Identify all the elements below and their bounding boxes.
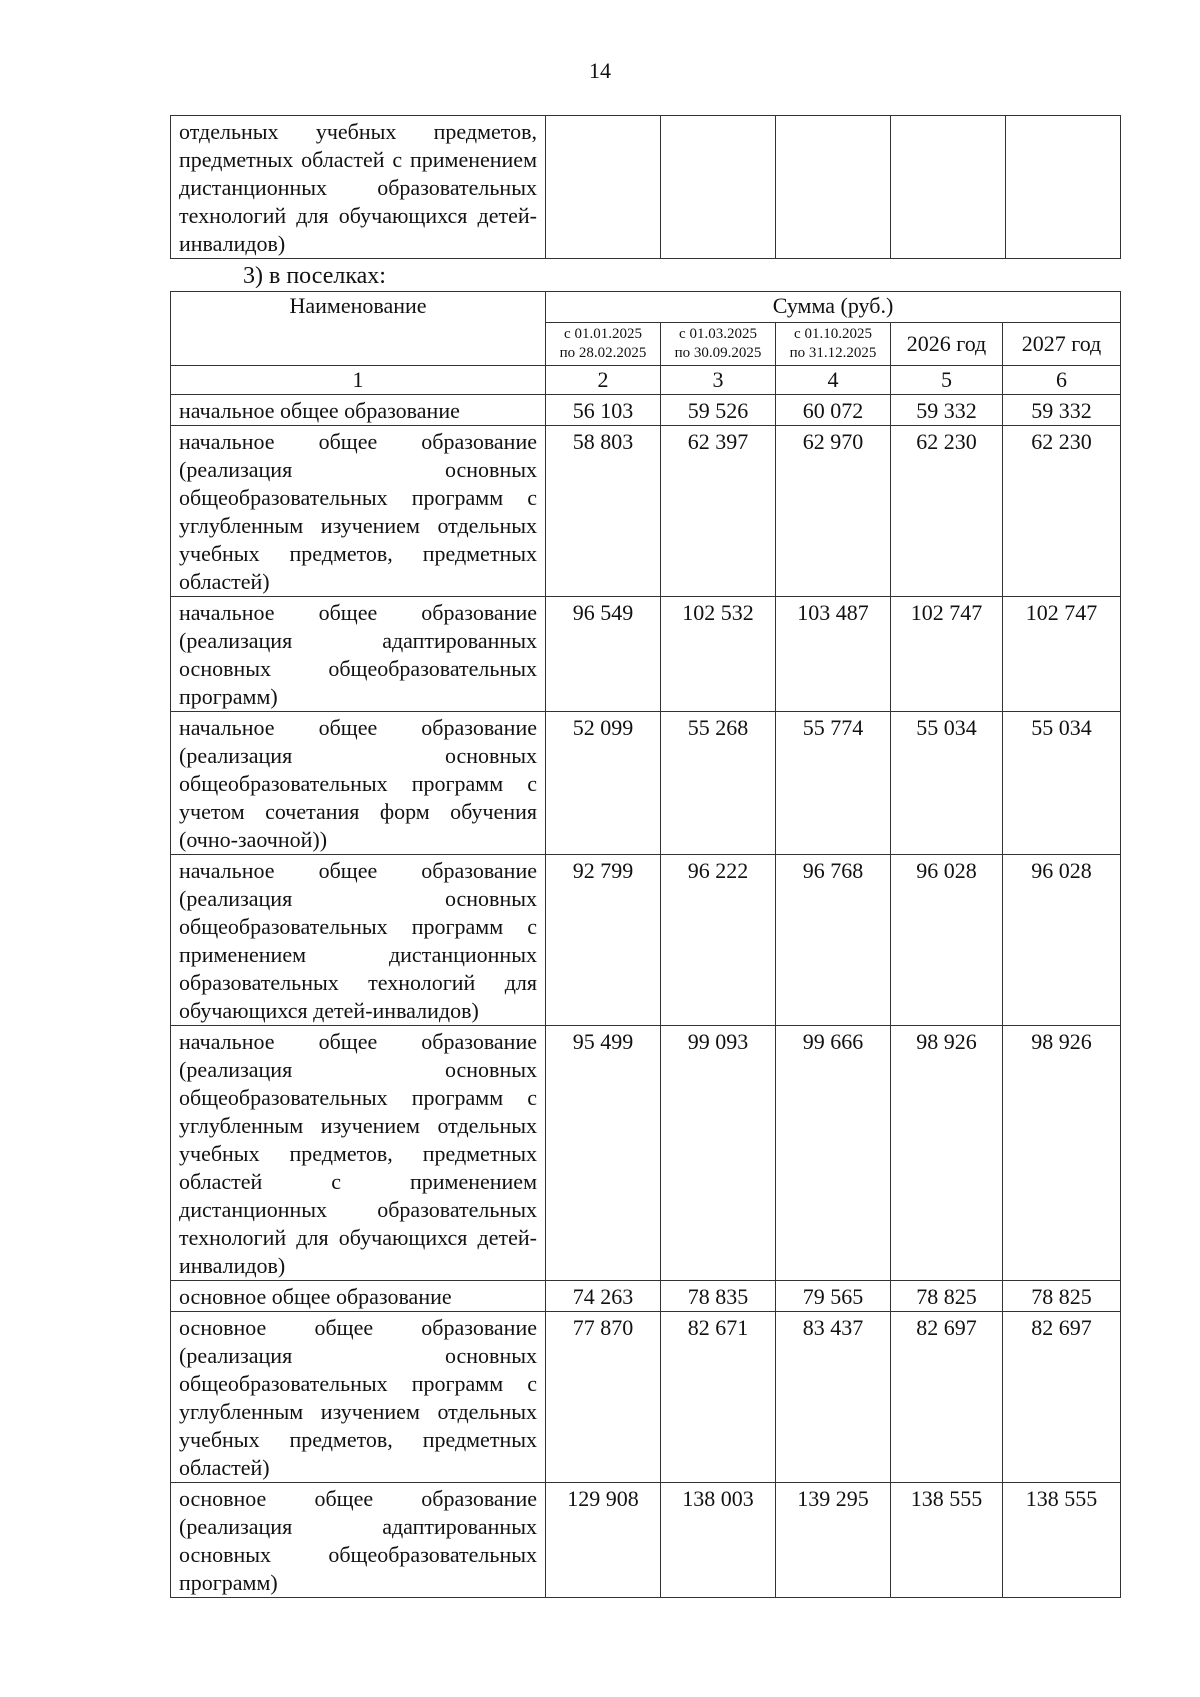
row-name-cell: основное общее образование (реализация адаптированных основных общеобразовательных программ) bbox=[171, 1483, 546, 1598]
column-number: 6 bbox=[1003, 366, 1121, 395]
value-cell: 55 034 bbox=[891, 712, 1003, 855]
value-cell bbox=[661, 116, 776, 259]
value-cell: 77 870 bbox=[546, 1312, 661, 1483]
value-cell: 59 332 bbox=[891, 395, 1003, 426]
header-year-2027: 2027 год bbox=[1003, 323, 1121, 366]
value-cell: 99 666 bbox=[776, 1026, 891, 1281]
column-number: 4 bbox=[776, 366, 891, 395]
column-number: 2 bbox=[546, 366, 661, 395]
value-cell: 95 499 bbox=[546, 1026, 661, 1281]
table-row bbox=[171, 712, 1121, 855]
value-cell bbox=[1006, 116, 1121, 259]
value-cell: 98 926 bbox=[1003, 1026, 1121, 1281]
value-cell: 62 397 bbox=[661, 426, 776, 597]
period-end: по 30.09.2025 bbox=[674, 345, 762, 361]
period-start: с 01.01.2025 bbox=[564, 326, 642, 342]
value-cell bbox=[891, 116, 1006, 259]
table-row bbox=[171, 426, 1121, 597]
value-cell: 138 003 bbox=[661, 1483, 776, 1598]
header-period-1 bbox=[546, 323, 661, 366]
header-sum: Сумма (руб.) bbox=[546, 292, 1121, 323]
table-row bbox=[171, 855, 1121, 1026]
header-year-2026: 2026 год bbox=[891, 323, 1003, 366]
row-name-cell: отдельных учебных предметов, предметных областей с применением дистанционных образовательных технологий для обучающихся детей-инвалидов) bbox=[171, 116, 546, 259]
page-number: 14 bbox=[589, 58, 611, 83]
value-cell: 103 487 bbox=[776, 597, 891, 712]
value-cell: 138 555 bbox=[891, 1483, 1003, 1598]
row-name-cell: начальное общее образование (реализация основных общеобразовательных программ с углубленным изучением отдельных учебных предметов, предметных областей с применением дистанционных образовательных технологий для обучающихся детей-инвалидов) bbox=[171, 1026, 546, 1281]
header-row bbox=[171, 292, 1121, 323]
row-name-cell: начальное общее образование (реализация основных общеобразовательных программ с применением дистанционных образовательных технологий для обучающихся детей-инвалидов) bbox=[171, 855, 546, 1026]
value-cell: 58 803 bbox=[546, 426, 661, 597]
column-number-row bbox=[171, 366, 1121, 395]
value-cell: 78 835 bbox=[661, 1281, 776, 1312]
value-cell: 62 230 bbox=[1003, 426, 1121, 597]
row-name-cell: начальное общее образование (реализация основных общеобразовательных программ с учетом сочетания форм обучения (очно-заочной)) bbox=[171, 712, 546, 855]
value-cell: 74 263 bbox=[546, 1281, 661, 1312]
period-start: с 01.03.2025 bbox=[679, 326, 757, 342]
column-number: 5 bbox=[891, 366, 1003, 395]
value-cell: 96 028 bbox=[891, 855, 1003, 1026]
value-cell: 79 565 bbox=[776, 1281, 891, 1312]
table-row bbox=[171, 1026, 1121, 1281]
header-period-2 bbox=[661, 323, 776, 366]
value-cell: 55 774 bbox=[776, 712, 891, 855]
table-row bbox=[171, 116, 1121, 259]
header-period-3 bbox=[776, 323, 891, 366]
table-row bbox=[171, 1312, 1121, 1483]
value-cell: 83 437 bbox=[776, 1312, 891, 1483]
value-cell: 102 747 bbox=[891, 597, 1003, 712]
value-cell: 82 697 bbox=[1003, 1312, 1121, 1483]
period-end: по 28.02.2025 bbox=[559, 345, 647, 361]
value-cell: 52 099 bbox=[546, 712, 661, 855]
row-name-cell: основное общее образование bbox=[171, 1281, 546, 1312]
row-name-cell: основное общее образование (реализация основных общеобразовательных программ с углубленным изучением отдельных учебных предметов, предметных областей) bbox=[171, 1312, 546, 1483]
column-number: 1 bbox=[171, 366, 546, 395]
value-cell: 99 093 bbox=[661, 1026, 776, 1281]
value-cell: 62 970 bbox=[776, 426, 891, 597]
value-cell: 82 697 bbox=[891, 1312, 1003, 1483]
continuation-table bbox=[170, 115, 1121, 259]
table-row bbox=[171, 395, 1121, 426]
funding-table bbox=[170, 291, 1121, 1598]
value-cell: 96 768 bbox=[776, 855, 891, 1026]
value-cell: 82 671 bbox=[661, 1312, 776, 1483]
period-start: с 01.10.2025 bbox=[794, 326, 872, 342]
value-cell bbox=[546, 116, 661, 259]
value-cell: 92 799 bbox=[546, 855, 661, 1026]
value-cell: 96 222 bbox=[661, 855, 776, 1026]
header-name: Наименование bbox=[171, 292, 546, 366]
value-cell: 129 908 bbox=[546, 1483, 661, 1598]
value-cell: 98 926 bbox=[891, 1026, 1003, 1281]
value-cell: 102 747 bbox=[1003, 597, 1121, 712]
value-cell: 59 332 bbox=[1003, 395, 1121, 426]
value-cell: 56 103 bbox=[546, 395, 661, 426]
value-cell: 62 230 bbox=[891, 426, 1003, 597]
row-name-cell: начальное общее образование bbox=[171, 395, 546, 426]
value-cell: 78 825 bbox=[1003, 1281, 1121, 1312]
value-cell: 59 526 bbox=[661, 395, 776, 426]
value-cell bbox=[776, 116, 891, 259]
section-title: 3) в поселках: bbox=[243, 263, 386, 289]
value-cell: 138 555 bbox=[1003, 1483, 1121, 1598]
value-cell: 55 268 bbox=[661, 712, 776, 855]
value-cell: 102 532 bbox=[661, 597, 776, 712]
row-name-cell: начальное общее образование (реализация основных общеобразовательных программ с углубленным изучением отдельных учебных предметов, предметных областей) bbox=[171, 426, 546, 597]
table-row bbox=[171, 1281, 1121, 1312]
column-number: 3 bbox=[661, 366, 776, 395]
row-name-cell: начальное общее образование (реализация адаптированных основных общеобразовательных программ) bbox=[171, 597, 546, 712]
table-row bbox=[171, 597, 1121, 712]
value-cell: 96 549 bbox=[546, 597, 661, 712]
value-cell: 55 034 bbox=[1003, 712, 1121, 855]
table-row bbox=[171, 1483, 1121, 1598]
value-cell: 78 825 bbox=[891, 1281, 1003, 1312]
period-end: по 31.12.2025 bbox=[789, 345, 877, 361]
value-cell: 60 072 bbox=[776, 395, 891, 426]
value-cell: 139 295 bbox=[776, 1483, 891, 1598]
value-cell: 96 028 bbox=[1003, 855, 1121, 1026]
